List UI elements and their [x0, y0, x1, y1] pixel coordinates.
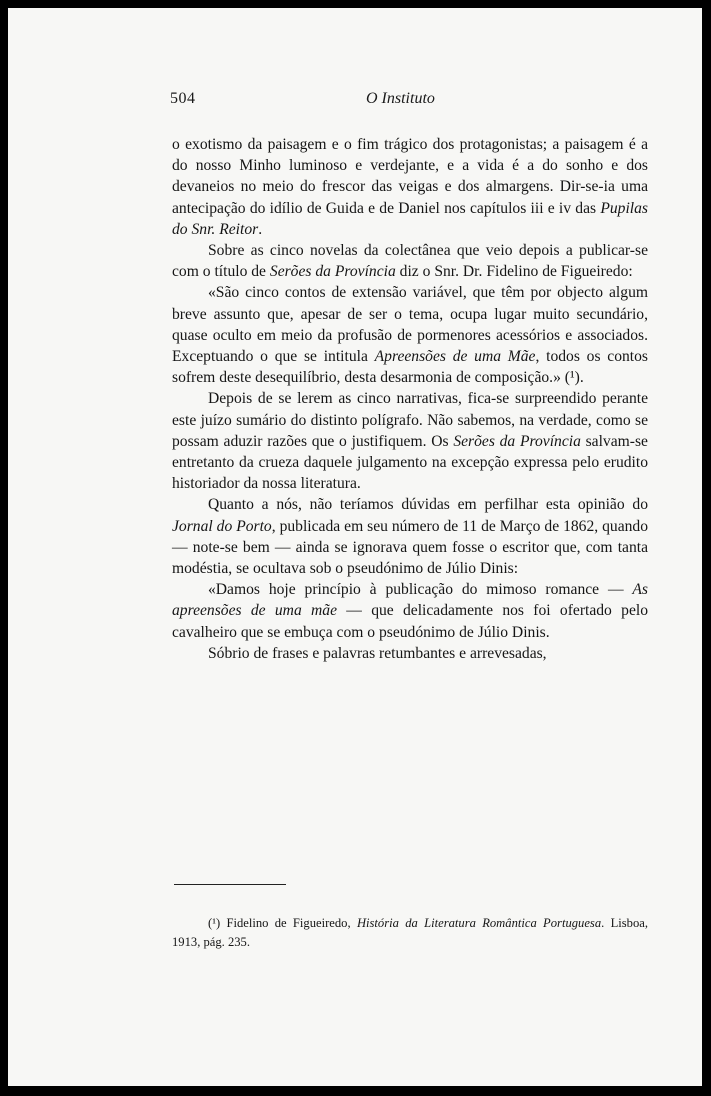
text-run: Sobre as cinco novelas da colectânea que veio depois a publicar-se com o título de	[172, 242, 648, 281]
page-sheet	[8, 8, 702, 1086]
text-run: salvam-se entretanto da crueza daquele julgamento na excepção expressa pelo erudito historiador da nossa literatura.	[172, 432, 648, 493]
paragraph-2	[172, 240, 648, 282]
footnote	[172, 914, 648, 952]
text-run: — que delicadamente nos foi ofertado pelo cavalheiro que se embuça com o pseudónimo de Júlio Dinis.	[172, 602, 648, 641]
running-title: O Instituto	[366, 90, 435, 107]
text-run: , publicada em seu número de 11 de Março de 1862, quando — note-se bem — ainda se ignorava quem fosse o escritor que, com tanta modéstia, se ocultava sob o pseudónimo de Júlio Dinis:	[172, 517, 649, 578]
paragraph-5	[172, 494, 648, 579]
italic-title-run: Serões da Província	[453, 432, 581, 450]
text-run: .	[258, 220, 263, 238]
text-run: Quanto a nós, não teríamos dúvidas em perfilhar esta opinião do	[208, 496, 648, 514]
text-run: «São cinco contos de extensão variável, que têm por objecto algum breve assunto que, apesar de ser o tema, ocupa lugar muito secundário, quase oculto em meio da profusão de pormenores acessórios e associados. Exceptuando o que se intitula	[172, 284, 648, 366]
italic-title-run: Serões da Província	[269, 263, 396, 281]
text-run: «Damos hoje princípio à publicação do mimoso romance —	[208, 581, 633, 599]
italic-title-run: Apreensões de uma Mãe	[374, 348, 536, 366]
text-run: , todos os contos sofrem deste desequilíbrio, desta desarmonia de composição.» (¹).	[172, 348, 649, 387]
footnote-text-run: (¹) Fidelino de Figueiredo,	[208, 916, 357, 930]
footnote-separator	[174, 884, 286, 885]
paragraph-3-quote	[172, 282, 648, 388]
italic-title-run: As apreensões de uma mãe	[172, 581, 648, 620]
paragraph-1	[172, 134, 648, 240]
page-number: 504	[170, 90, 196, 107]
text-run: diz o Snr. Dr. Fidelino de Figueiredo:	[395, 263, 633, 281]
paragraph-4	[172, 388, 648, 494]
italic-title-run: Pupilas do Snr. Reitor	[172, 199, 648, 238]
text-run: o exotismo da paisagem e o fim trágico dos protagonistas; a paisagem é a do nosso Minho luminoso e verdejante, e a vida é a do sonho e dos devaneios no meio do frescor das veigas e dos almargens. Dir-se-ia uma antecipação do idílio de Guida e de Daniel nos capítulos iii e iv das	[172, 136, 648, 217]
page-header	[166, 90, 648, 110]
footnote-italic-title: História da Literatura Romântica Portuguesa	[356, 916, 602, 930]
text-run: Depois de se lerem as cinco narrativas, fica-se surpreendido perante este juízo sumário do distinto polígrafo. Não sabemos, na verdade, como se possam aduzir razões que o justifiquem. Os	[172, 390, 648, 450]
footnote-text-run: . Lisboa, 1913, pág. 235.	[172, 916, 648, 949]
paragraph-6-quote	[172, 579, 648, 643]
body-text	[172, 134, 648, 664]
paragraph-7	[172, 643, 648, 664]
italic-title-run: Jornal do Porto	[172, 517, 272, 535]
text-run: Sóbrio de frases e palavras retumbantes e arrevesadas,	[208, 644, 547, 662]
